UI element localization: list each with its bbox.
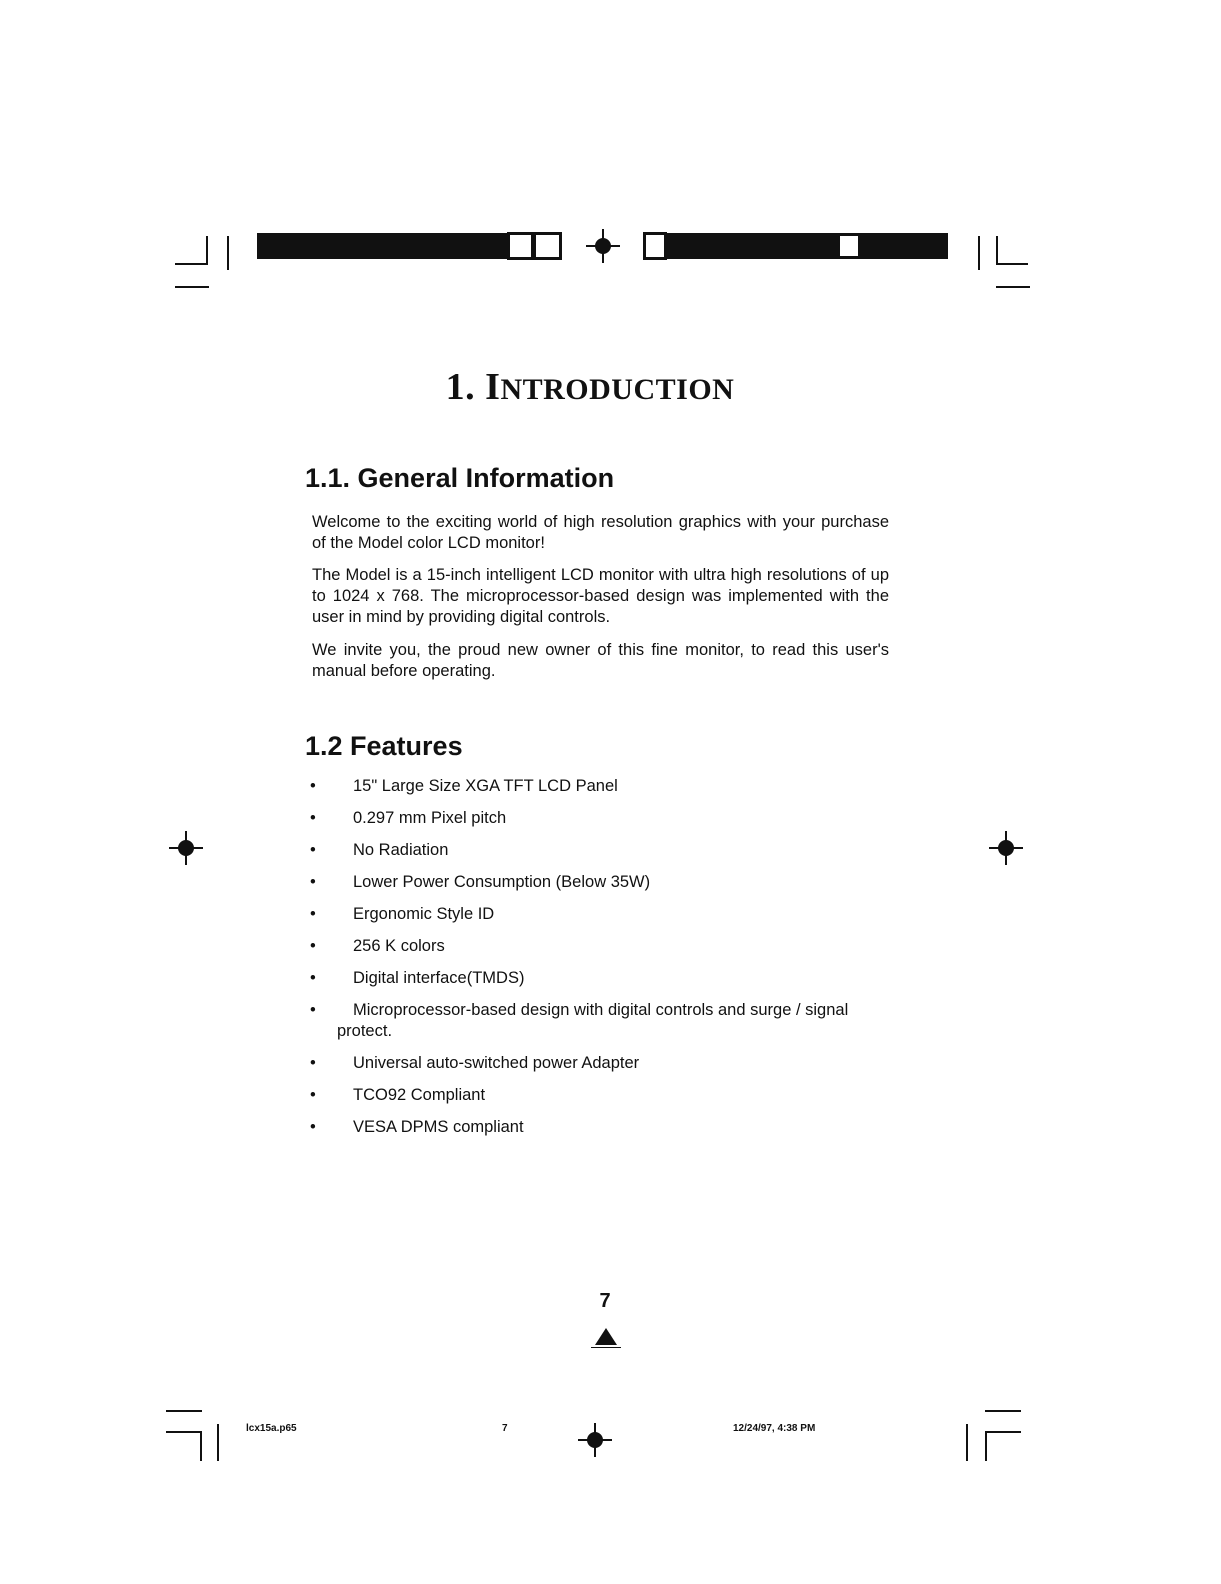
crop-mark-bottom-right-h2 <box>985 1410 1021 1412</box>
general-paragraph-1: Welcome to the exciting world of high resolution graphics with your purchase of the Model color LCD monitor! <box>312 513 889 552</box>
section-title-features: 1.2 Features <box>305 731 463 761</box>
crop-mark-bottom-right-v <box>985 1431 987 1461</box>
crop-mark-top-left-v <box>206 236 208 265</box>
crop-mark-top-right-h <box>996 263 1028 265</box>
section-title-general-information: 1.1. General Information <box>305 463 615 493</box>
registration-square-2 <box>533 232 562 260</box>
crop-mark-top-left-h <box>175 263 207 265</box>
crop-mark-top-left-h2 <box>175 286 209 288</box>
bullet-icon: • <box>310 777 316 795</box>
crop-mark-top-right-v <box>996 236 998 265</box>
feature-item: • Digital interface(TMDS) <box>310 969 525 987</box>
feature-item: • Universal auto-switched power Adapter <box>310 1054 640 1072</box>
crop-mark-bottom-left-v2 <box>217 1424 219 1461</box>
slug-filename: lcx15a.p65 <box>246 1423 297 1434</box>
feature-item: • TCO92 Compliant <box>310 1086 486 1104</box>
bullet-icon: • <box>310 937 316 955</box>
feature-item: • Lower Power Consumption (Below 35W) <box>310 873 651 891</box>
bullet-icon: • <box>310 1118 316 1136</box>
page-number: 7 <box>599 1290 611 1312</box>
feature-item: • 256 K colors <box>310 937 445 955</box>
feature-item: • 15" Large Size XGA TFT LCD Panel <box>310 777 618 795</box>
feature-item: • Microprocessor-based design with digital controls and surge / signal protect. <box>310 1001 849 1040</box>
general-paragraph-2: The Model is a 15-inch intelligent LCD monitor with ultra high resolutions of up to 1024 x 768. The microprocessor-based design was implemented with the user in mind by providing digital controls. <box>312 566 889 626</box>
registration-bar-left <box>257 233 509 259</box>
feature-item: • 0.297 mm Pixel pitch <box>310 809 507 827</box>
registration-target-top-icon <box>586 229 620 263</box>
triangle-underline <box>591 1347 621 1348</box>
registration-square-1 <box>507 232 534 260</box>
registration-target-right-icon <box>989 831 1023 865</box>
crop-mark-bottom-left-v <box>200 1431 202 1461</box>
bullet-icon: • <box>310 809 316 827</box>
slug-page: 7 <box>502 1423 508 1434</box>
feature-item: • Ergonomic Style ID <box>310 905 495 923</box>
features-list <box>305 776 905 1149</box>
bullet-icon: • <box>310 873 316 891</box>
chapter-title: 1. INTRODUCTION <box>445 366 735 408</box>
registration-square-3 <box>643 232 667 260</box>
bullet-icon: • <box>310 905 316 923</box>
triangle-marker-icon <box>595 1328 617 1345</box>
crop-mark-top-left-v2 <box>227 236 229 270</box>
registration-target-bottom-icon <box>578 1423 612 1457</box>
bullet-icon: • <box>310 1054 316 1072</box>
crop-mark-top-right-h2 <box>996 286 1030 288</box>
crop-mark-bottom-right-h <box>985 1431 1021 1433</box>
registration-bar-right <box>666 233 948 259</box>
feature-item: • No Radiation <box>310 841 449 859</box>
crop-mark-top-right-v2 <box>978 236 980 270</box>
registration-square-4 <box>840 236 858 256</box>
crop-mark-bottom-left-h2 <box>166 1410 202 1412</box>
bullet-icon: • <box>310 969 316 987</box>
general-paragraph-3: We invite you, the proud new owner of this fine monitor, to read this user's manual before operating. <box>312 641 889 680</box>
feature-item: • VESA DPMS compliant <box>310 1118 524 1136</box>
bullet-icon: • <box>310 1086 316 1104</box>
registration-target-left-icon <box>169 831 203 865</box>
bullet-icon: • <box>310 841 316 859</box>
slug-timestamp: 12/24/97, 4:38 PM <box>733 1423 816 1434</box>
crop-mark-bottom-right-v2 <box>966 1424 968 1461</box>
crop-mark-bottom-left-h <box>166 1431 202 1433</box>
bullet-icon: • <box>310 1001 316 1019</box>
